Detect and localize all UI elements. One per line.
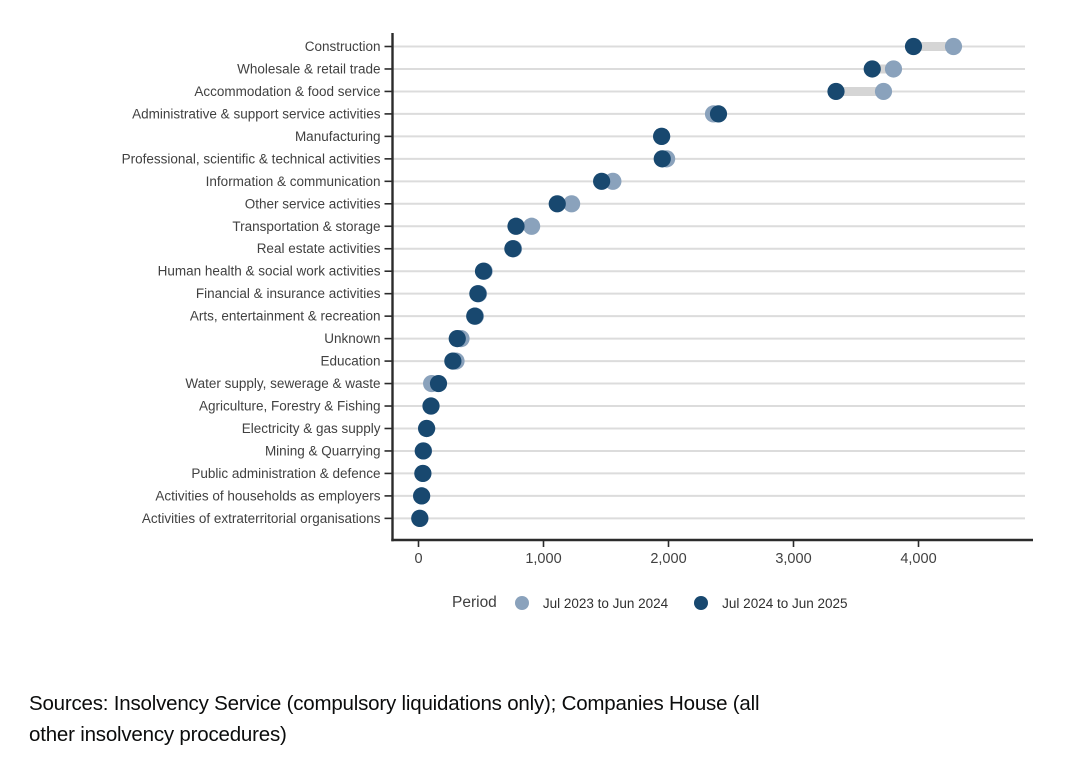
dot-jul2023-jun2024 [885, 60, 902, 77]
category-label: Real estate activities [256, 241, 381, 257]
dot-jul2023-jun2024 [945, 38, 962, 55]
category-label: Professional, scientific & technical activities [121, 151, 381, 167]
category-label: Accommodation & food service [194, 83, 381, 99]
dot-jul2024-jun2025 [413, 487, 430, 504]
category-label: Water supply, sewerage & waste [185, 376, 381, 392]
dot-jul2024-jun2025 [469, 285, 486, 302]
category-label: Administrative & support service activities [132, 106, 381, 122]
dot-jul2024-jun2025 [654, 150, 671, 167]
category-label: Unknown [324, 331, 381, 347]
dot-jul2024-jun2025 [710, 105, 727, 122]
category-label: Manufacturing [294, 128, 381, 144]
category-label: Transportation & storage [232, 218, 381, 234]
category-label: Financial & insurance activities [195, 286, 381, 302]
dot-jul2024-jun2025 [549, 195, 566, 212]
dot-jul2024-jun2025 [414, 465, 431, 482]
dot-jul2024-jun2025 [422, 397, 439, 414]
dot-jul2024-jun2025 [418, 420, 435, 437]
dot-jul2024-jun2025 [466, 308, 483, 325]
dot-jul2024-jun2025 [864, 60, 881, 77]
dot-jul2024-jun2025 [905, 38, 922, 55]
sources-note-line1: Sources: Insolvency Service (compulsory liquidations only); Companies House (all [29, 692, 760, 715]
category-label: Construction [304, 39, 381, 54]
dot-jul2024-jun2025 [593, 173, 610, 190]
dot-jul2024-jun2025 [411, 510, 428, 527]
period-2023-2024-dot-icon [515, 596, 529, 610]
category-label: Activities of households as employers [155, 488, 381, 504]
sources-note [29, 688, 1009, 750]
category-label: Electricity & gas supply [241, 420, 381, 436]
x-tick-label: 4,000 [900, 551, 937, 567]
category-label: Human health & social work activities [157, 263, 381, 279]
dot-jul2023-jun2024 [875, 83, 892, 100]
dot-jul2024-jun2025 [504, 240, 521, 257]
legend-item-2023-2024 [515, 596, 668, 611]
x-tick-label: 0 [414, 551, 423, 567]
dot-jul2024-jun2025 [430, 375, 447, 392]
category-label: Public administration & defence [191, 465, 381, 481]
x-tick-label: 2,000 [650, 551, 687, 567]
dot-jul2024-jun2025 [827, 83, 844, 100]
sources-note-line2: other insolvency procedures) [29, 723, 287, 746]
category-label: Agriculture, Forestry & Fishing [198, 398, 381, 414]
dot-jul2024-jun2025 [475, 263, 492, 280]
dot-jul2024-jun2025 [449, 330, 466, 347]
dot-jul2024-jun2025 [653, 128, 670, 145]
legend-item-2024-2025 [694, 596, 847, 611]
legend-label-2024-2025: Jul 2024 to Jun 2025 [722, 595, 848, 611]
legend-title: Period [452, 594, 497, 611]
chart-legend [452, 592, 1068, 614]
category-label: Other service activities [244, 196, 381, 212]
x-tick-label: 1,000 [525, 551, 562, 567]
dot-jul2023-jun2024 [523, 218, 540, 235]
period-2024-2025-dot-icon [694, 596, 708, 610]
dot-jul2024-jun2025 [507, 218, 524, 235]
category-label: Activities of extraterritorial organisations [141, 510, 381, 526]
category-label: Wholesale & retail trade [237, 61, 381, 77]
dot-jul2024-jun2025 [415, 442, 432, 459]
legend-label-2023-2024: Jul 2023 to Jun 2024 [542, 595, 669, 611]
category-label: Information & communication [205, 173, 381, 189]
category-label: Education [320, 353, 381, 369]
dot-jul2024-jun2025 [444, 352, 461, 369]
category-label: Mining & Quarrying [264, 443, 381, 459]
category-label: Arts, entertainment & recreation [189, 308, 381, 324]
x-tick-label: 3,000 [775, 551, 812, 567]
